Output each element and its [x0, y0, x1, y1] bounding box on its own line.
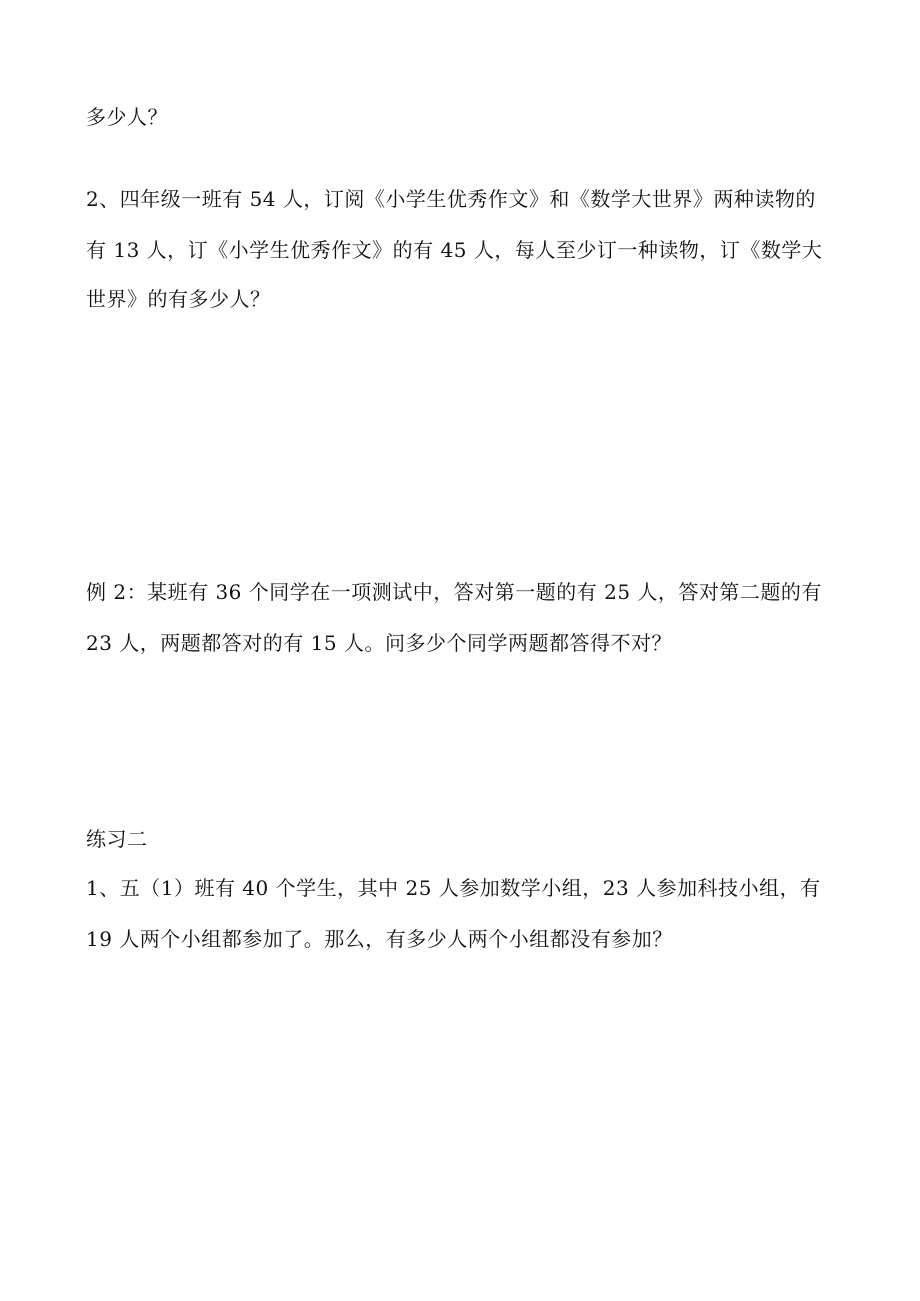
example-2-line-1: 例 2：某班有 36 个同学在一项测试中，答对第一题的有 25 人，答对第二题的有	[86, 580, 822, 604]
problem-2-line-1: 2、四年级一班有 54 人，订阅《小学生优秀作文》和《数学大世界》两种读物的	[86, 187, 816, 211]
previous-question-tail: 多少人？	[86, 105, 168, 129]
problem-2-line-2: 有 13 人，订《小学生优秀作文》的有 45 人，每人至少订一种读物，订《数学大	[86, 238, 823, 262]
exercise-2-q1-line-1: 1、五（1）班有 40 个学生，其中 25 人参加数学小组，23 人参加科技小组，有	[86, 876, 821, 900]
exercise-2-q1-line-2: 19 人两个小组都参加了。那么，有多少人两个小组都没有参加？	[86, 927, 673, 951]
problem-2-line-3: 世界》的有多少人？	[86, 287, 271, 311]
exercise-2-heading: 练习二	[86, 827, 148, 851]
example-2-line-2: 23 人，两题都答对的有 15 人。问多少个同学两题都答得不对？	[86, 631, 672, 655]
